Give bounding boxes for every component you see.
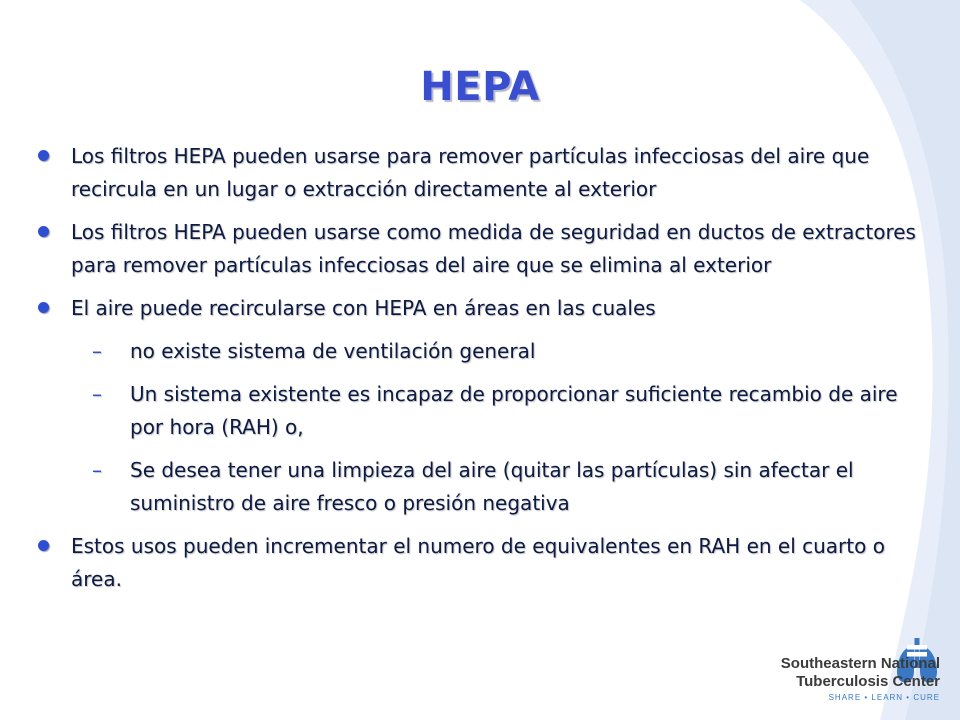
bullet-item — [38, 216, 928, 282]
bullet-text: Estos usos pueden incrementar el numero de equivalentes en RAH en el cuarto o área. — [71, 534, 885, 591]
sub-bullet-text: Se desea tener una limpieza del aire (quitar las partículas) sin afectar el suministro de aire fresco o presión negativa — [130, 458, 854, 515]
sub-bullet-item — [38, 378, 928, 444]
sub-bullet-text: Un sistema existente es incapaz de proporcionar suficiente recambio de aire por hora (RAH) o, — [130, 382, 898, 439]
dash-icon: – — [92, 458, 102, 482]
bullet-text: Los filtros HEPA pueden usarse para remover partículas infecciosas del aire que recircula en un lugar o extracción directamente al exterior — [71, 144, 870, 201]
bullet-text: El aire puede recircularse con HEPA en áreas en las cuales — [71, 296, 656, 320]
dash-icon: – — [92, 382, 102, 406]
bullet-item — [38, 530, 928, 596]
sub-bullet-item — [38, 335, 928, 368]
bullet-item — [38, 140, 928, 206]
slide-title: HEPA — [420, 64, 540, 110]
bullet-list — [38, 140, 928, 606]
logo-line-2: Tuberculosis Center — [796, 673, 940, 690]
sub-bullet-text: no existe sistema de ventilación general — [130, 339, 536, 363]
organization-logo — [730, 636, 940, 708]
logo-line-1: Southeastern National — [780, 655, 940, 672]
bullet-text: Los filtros HEPA pueden usarse como medida de seguridad en ductos de extractores para remover partículas infecciosas del aire que se elimina al exterior — [71, 220, 916, 277]
bullet-dot-icon — [38, 540, 49, 551]
sub-bullet-item — [38, 454, 928, 520]
bullet-dot-icon — [38, 150, 49, 161]
logo-tagline: SHARE • LEARN • CURE — [828, 693, 940, 702]
bullet-dot-icon — [38, 302, 49, 313]
dash-icon: – — [92, 339, 102, 363]
bullet-item — [38, 292, 928, 325]
bullet-dot-icon — [38, 226, 49, 237]
